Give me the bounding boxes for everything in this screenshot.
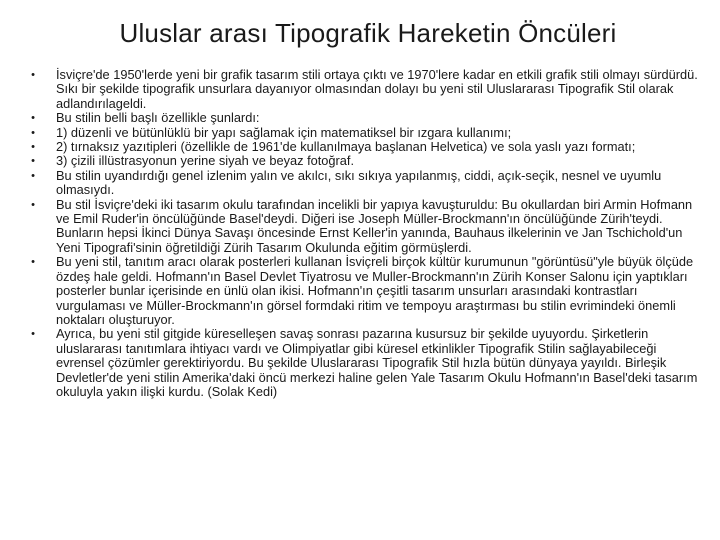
bullet-item bbox=[28, 327, 704, 399]
bullet-text: Ayrıca, bu yeni stil gitgide küreselleşen savaş sonrası pazarına kusursuz bir şekilde uyuyordu. Şirketlerin uluslararası tanıtımlara ihtiyacı vardı ve Olimpiyatlar gibi küresel etkinlikler Tipografik Stilin sağlayabileceği evrensel çözümler gerektiriyordu. Bu şekilde Uluslararası Tipografik Stil hızla bütün dünyaya yayıldı. Birleşik Devletler'de yeni stilin Amerika'daki öncü merkezi haline gelen Yale Tasarım Okulu Hofmann'ın Basel'deki tasarım okuluyla yakın ilişki kurdu. (Solak Kedi) bbox=[56, 326, 698, 399]
bullet-text: Bu yeni stil, tanıtım aracı olarak posterleri kullanan İsviçreli birçok kültür kurumunun "görüntüsü"yle büyük ölçüde özdeş hale geldi. Hofmann'ın Basel Devlet Tiyatrosu ve Muller-Brockmann'ın Zürih Konser Salonu için yaptıkları posterler bunlar içerisinde en ünlü olan ikisi. Hofmann'ın çeşitli tasarım unsurları arasındaki kontrastları vurgulaması ve Müller-Brockmann'ın görsel formdaki ritim ve tempoyu araştırması bu stilin evrimindeki önemli noktaları oluşturuyor. bbox=[56, 254, 694, 327]
bullet-item bbox=[28, 126, 704, 140]
bullet-text: 3) çizili illüstrasyonun yerine siyah ve beyaz fotoğraf. bbox=[56, 153, 355, 169]
bullet-item bbox=[28, 140, 704, 154]
bullet-icon: • bbox=[31, 69, 35, 81]
bullet-item bbox=[28, 68, 704, 111]
bullet-icon: • bbox=[31, 126, 35, 139]
bullet-text: Bu stil İsviçre'deki iki tasarım okulu tarafından incelikli bir yapıya kavuşturuldu: Bu okullardan biri Armin Hofmann ve Emil Ruder'in öncülüğünde Basel'deydi. Diğeri ise Joseph Müller-Brockmann'ın öncülüğünde Zürih'teydi. Bunların hepsi İkinci Dünya Savaşı öncesinde Ernst Keller'in yanında, Bauhaus ilkelerinin ve Jan Tschichold'un Yeni Tipografi'sinin öğretildiği Zürih Tasarım Okulunda eğitim görmüşlerdi. bbox=[56, 196, 693, 255]
bullet-text: 2) tırnaksız yazıtipleri (özellikle de 1961'de kullanılmaya başlanan Helvetica) ve sola yaslı yazı formatı; bbox=[56, 139, 636, 155]
bullet-item bbox=[28, 169, 704, 198]
bullet-icon: • bbox=[31, 155, 35, 168]
bullet-list bbox=[28, 68, 704, 399]
bullet-text: 1) düzenli ve bütünlüklü bir yapı sağlamak için matematiksel bir ızgara kullanımı; bbox=[56, 124, 512, 140]
bullet-icon: • bbox=[31, 169, 35, 182]
bullet-icon: • bbox=[31, 256, 35, 269]
bullet-text: İsviçre'de 1950'lerde yeni bir grafik tasarım stili ortaya çıktı ve 1970'lere kadar en etkili grafik stili olmayı sürdürdü. Sıkı bir şekilde tipografik unsurlara dayanıyor olmasından dolayı bu yeni stil Uluslararası Tipografik Stil olarak adlandırılageldi. bbox=[56, 67, 698, 111]
bullet-item bbox=[28, 198, 704, 256]
bullet-icon: • bbox=[31, 328, 35, 341]
bullet-item bbox=[28, 154, 704, 168]
bullet-item bbox=[28, 111, 704, 125]
slide-title: Uluslar arası Tipografik Hareketin Öncüleri bbox=[119, 18, 617, 48]
bullet-text: Bu stilin belli başlı özellikle şunlardı: bbox=[56, 110, 260, 126]
bullet-item bbox=[28, 255, 704, 327]
bullet-icon: • bbox=[31, 141, 35, 154]
bullet-icon: • bbox=[31, 112, 35, 125]
bullet-icon: • bbox=[31, 198, 35, 211]
bullet-text: Bu stilin uyandırdığı genel izlenim yalın ve akılcı, sıkı sıkıya yapılanmış, ciddi, açık-seçik, nesnel ve uyumlu olmasıydı. bbox=[56, 167, 662, 198]
